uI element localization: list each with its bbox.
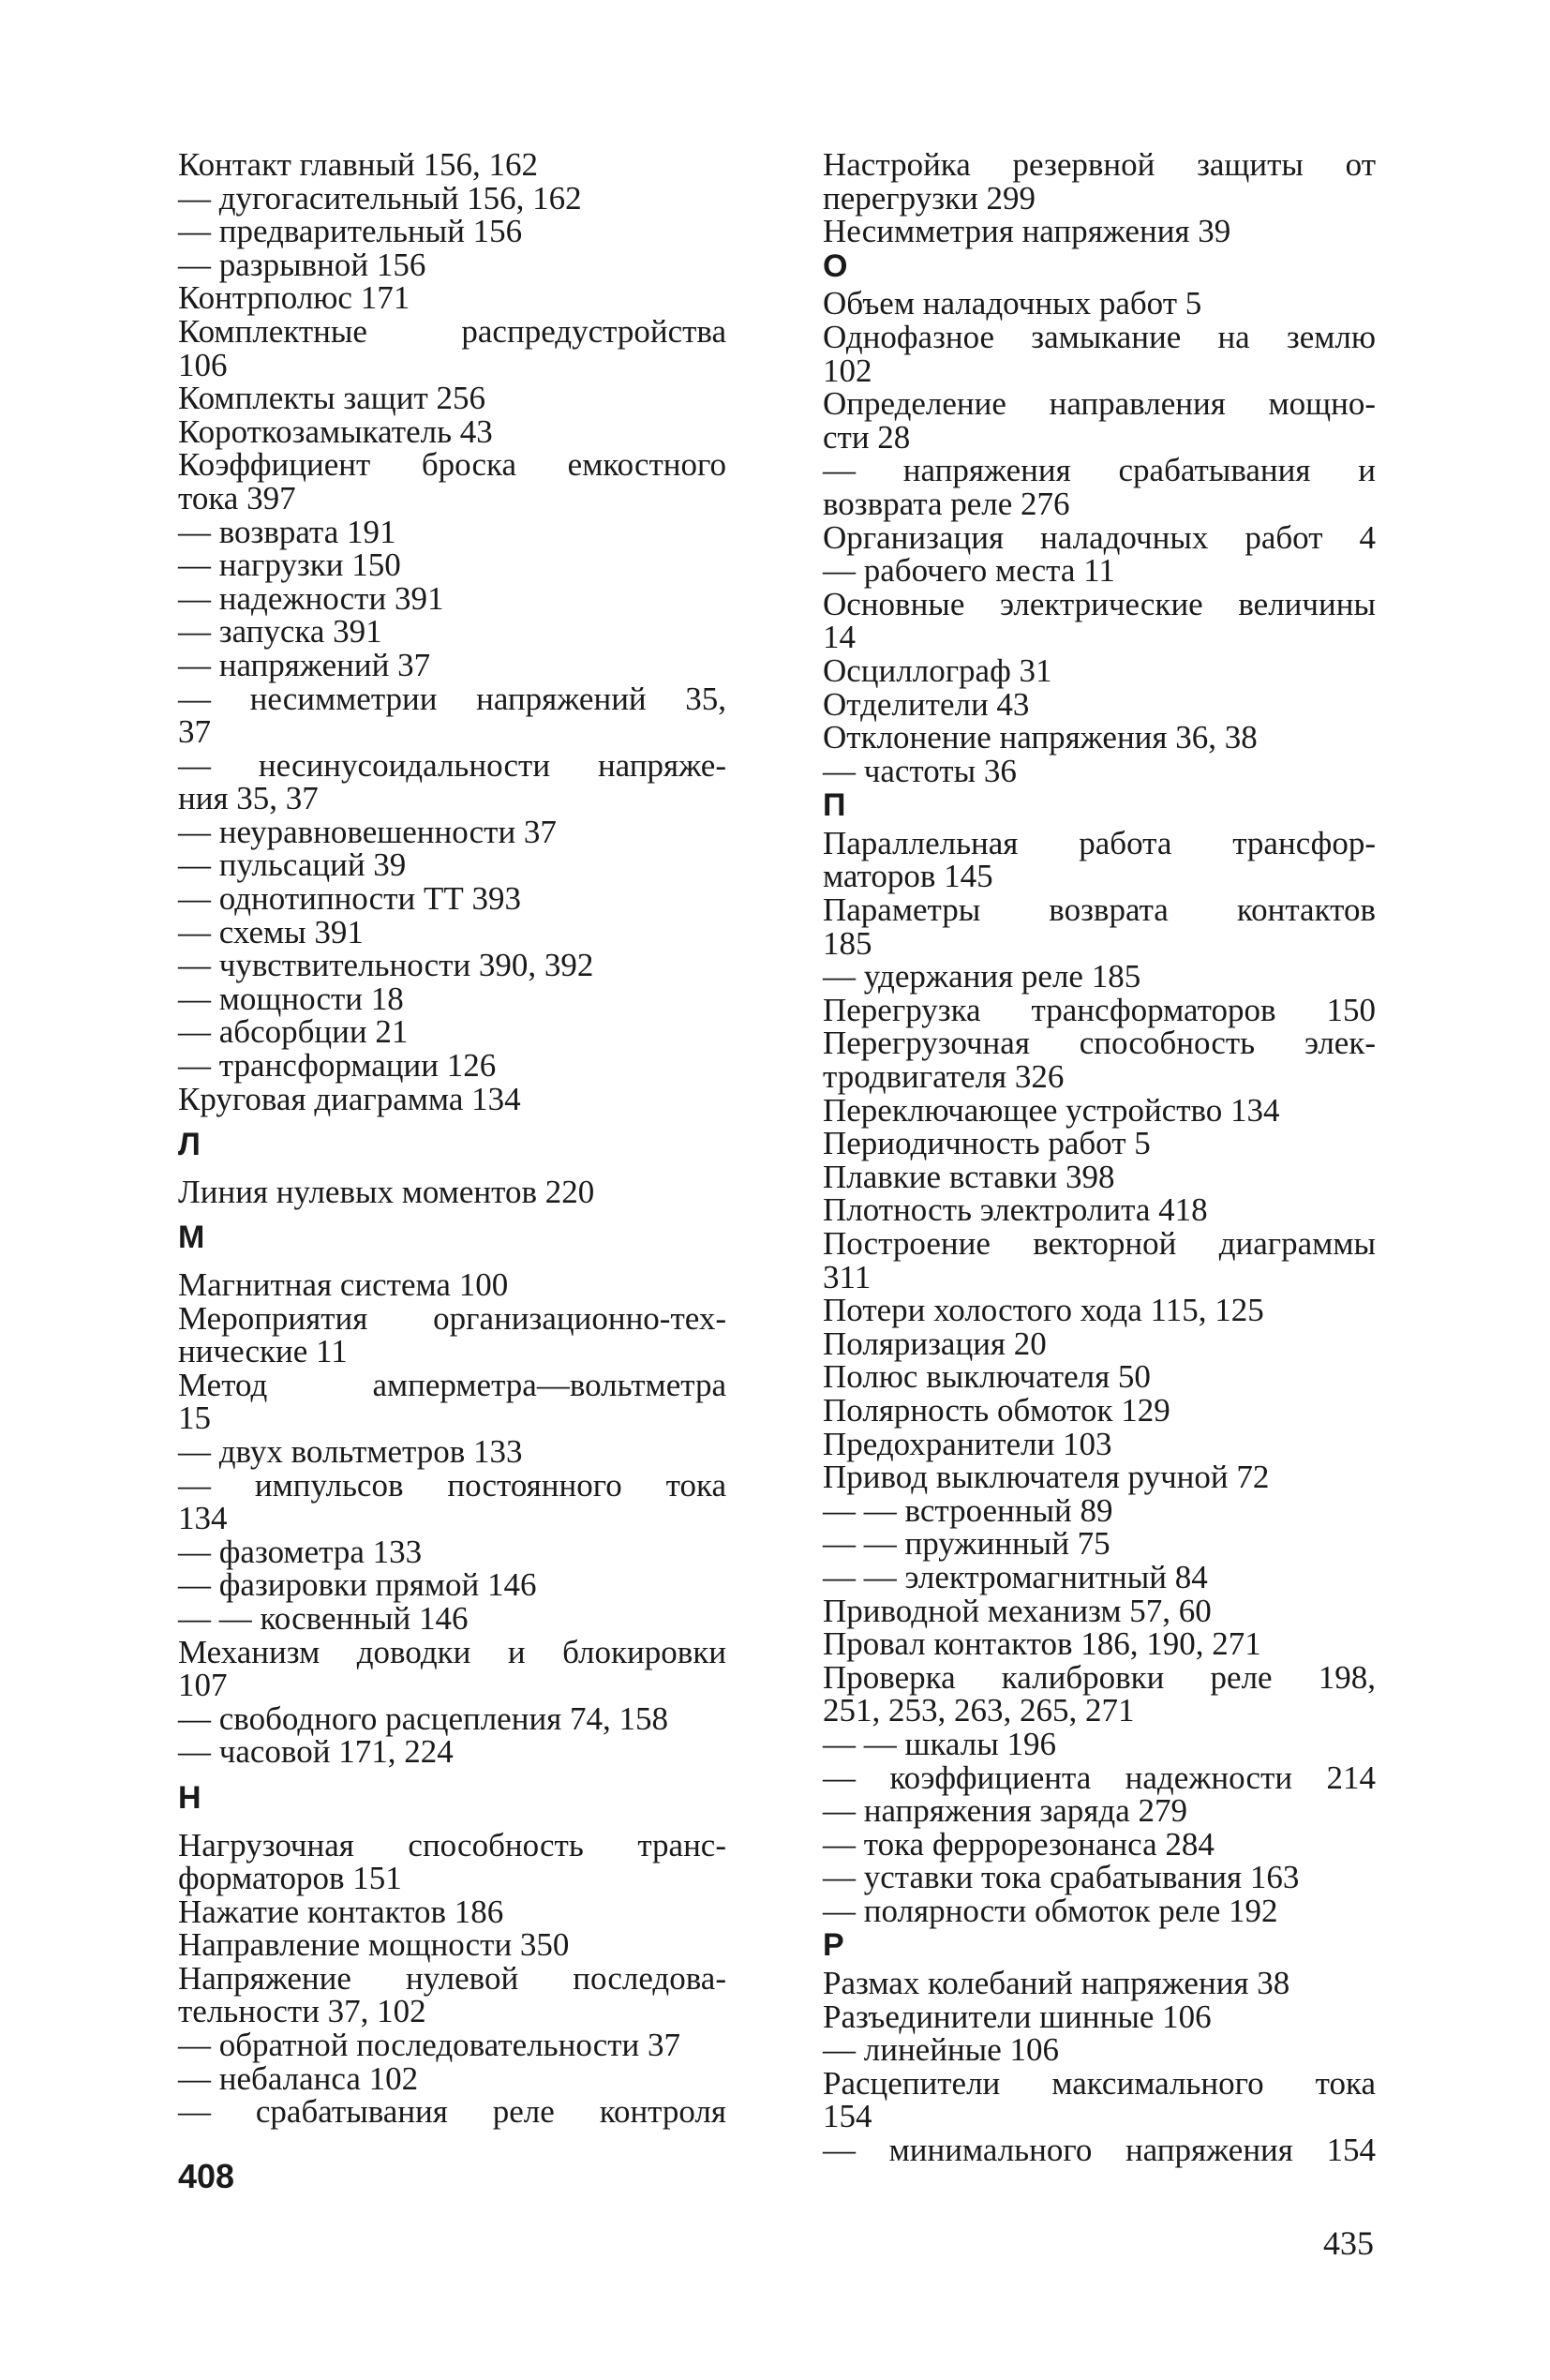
index-entry: Организация наладочных работ 4	[823, 518, 1376, 556]
index-entry: — полярности обмоток реле 192	[823, 1892, 1278, 1929]
index-entry: — однотипности ТТ 393	[178, 880, 521, 918]
page-number-right: 435	[1323, 2224, 1374, 2262]
index-entry: — минимального напряжения 154	[823, 2132, 1376, 2169]
index-entry: Переключающее устройство 134	[823, 1091, 1280, 1129]
index-entry: — схемы 391	[178, 913, 364, 951]
index-entry: Комплекты защит 256	[178, 380, 486, 417]
index-entry: возврата реле 276	[823, 485, 1070, 522]
index-column-left	[178, 148, 726, 2129]
index-entry: — запуска 391	[178, 613, 382, 651]
page-number-left: 408	[178, 2157, 235, 2195]
index-entry: тока 397	[178, 479, 296, 516]
index-entry: — пульсаций 39	[178, 846, 407, 884]
index-entry: Объем наладочных работ 5	[823, 285, 1202, 322]
section-letter: О	[823, 247, 848, 284]
index-entry: маторов 145	[823, 858, 993, 895]
index-entry: — линейные 106	[823, 2031, 1059, 2069]
index-entry: — уставки тока срабатывания 163	[823, 1859, 1300, 1896]
index-entry: — небаланса 102	[178, 2059, 419, 2097]
index-entry: — трансформации 126	[178, 1047, 497, 1085]
index-entry: Осциллограф 31	[823, 651, 1052, 689]
section-letter: Л	[178, 1127, 201, 1163]
index-entry: Определение направления мощно-	[823, 385, 1376, 423]
index-entry: Магнитная система 100	[178, 1266, 509, 1303]
index-entry: — надежности 391	[178, 579, 444, 617]
index-entry: — нагрузки 150	[178, 546, 401, 584]
index-entry: перегрузки 299	[823, 179, 1036, 217]
index-column-right	[823, 148, 1376, 2167]
index-entry: Контакт главный 156, 162	[178, 146, 539, 183]
index-entry: Приводной механизм 57, 60	[823, 1592, 1212, 1629]
index-entry: ния 35, 37	[178, 780, 319, 817]
index-entry: — часовой 171, 224	[178, 1733, 454, 1771]
index-entry: — срабатывания реле контроля	[178, 2093, 726, 2131]
index-entry: 107	[178, 1667, 228, 1704]
index-entry: Коэффициент броска емкостного	[178, 446, 726, 484]
index-entry: нические 11	[178, 1333, 348, 1370]
index-entry: Предохранители 103	[823, 1425, 1112, 1462]
index-entry: Плавкие вставки 398	[823, 1158, 1115, 1195]
index-entry: — — шкалы 196	[823, 1725, 1056, 1762]
index-entry: — — пружинный 75	[823, 1525, 1110, 1563]
index-entry: 14	[823, 619, 856, 656]
index-entry: Полюс выключателя 50	[823, 1358, 1151, 1396]
index-entry: Проверка калибровки реле 198,	[823, 1658, 1376, 1696]
index-entry: Настройка резервной защиты от	[823, 146, 1376, 183]
index-entry: — частоты 36	[823, 752, 1017, 789]
index-entry: 106	[178, 346, 228, 383]
index-entry: сти 28	[823, 418, 911, 456]
index-entry: Комплектные распредустройства	[178, 312, 726, 350]
index-entry: Потери холостого хода 115, 125	[823, 1292, 1264, 1329]
index-entry: — дугогасительный 156, 162	[178, 179, 582, 217]
index-entry: Привод выключателя ручной 72	[823, 1459, 1270, 1496]
index-entry: — напряжения заряда 279	[823, 1792, 1187, 1830]
index-entry: 134	[178, 1500, 228, 1537]
index-entry: 37	[178, 713, 211, 751]
index-entry: Несимметрия напряжения 39	[823, 213, 1231, 250]
index-entry: — обратной последовательности 37	[178, 2027, 681, 2064]
index-entry: — разрывной 156	[178, 246, 426, 283]
index-entry: — фазометра 133	[178, 1533, 423, 1570]
index-entry: Расцепители максимального тока	[823, 2064, 1376, 2102]
index-entry: тельности 37, 102	[178, 1993, 426, 2030]
index-entry: Размах колебаний напряжения 38	[823, 1965, 1290, 2002]
index-entry: Перегрузочная способность элек-	[823, 1025, 1376, 1062]
index-entry: 185	[823, 924, 872, 962]
index-entry: Полярность обмоток 129	[823, 1391, 1170, 1429]
index-entry: 251, 253, 263, 265, 271	[823, 1692, 1135, 1729]
index-entry: Линия нулевых моментов 220	[178, 1173, 595, 1210]
index-entry: — тока феррорезонанса 284	[823, 1825, 1215, 1863]
index-entry: Механизм доводки и блокировки	[178, 1633, 726, 1670]
index-entry: — предварительный 156	[178, 213, 523, 250]
index-entry: 154	[823, 2098, 872, 2135]
index-entry: Параллельная работа трансфор-	[823, 824, 1376, 861]
index-entry: — напряжения срабатывания и	[823, 452, 1376, 489]
index-entry: — несинусоидальности напряже-	[178, 746, 726, 784]
index-entry: Контрполюс 171	[178, 279, 410, 317]
index-entry: Параметры возврата контактов	[823, 891, 1376, 929]
index-entry: Нажатие контактов 186	[178, 1893, 504, 1930]
section-letter: М	[178, 1220, 205, 1256]
index-entry: Нагрузочная способность транс-	[178, 1826, 726, 1864]
index-entry: — мощности 18	[178, 980, 404, 1017]
index-entry: Отклонение напряжения 36, 38	[823, 719, 1258, 756]
index-entry: Плотность электролита 418	[823, 1191, 1208, 1229]
index-entry: Отделители 43	[823, 685, 1030, 723]
section-letter: П	[823, 787, 846, 824]
index-entry: Напряжение нулевой последова-	[178, 1959, 726, 1997]
index-entry: — несимметрии напряжений 35,	[178, 680, 726, 717]
index-entry: Круговая диаграмма 134	[178, 1080, 521, 1117]
index-entry: — неуравновешенности 37	[178, 813, 557, 850]
index-entry: тродвигателя 326	[823, 1058, 1065, 1096]
index-entry: Разъединители шинные 106	[823, 1998, 1212, 2035]
index-entry: Однофазное замыкание на землю	[823, 318, 1376, 355]
index-entry: — коэффициента надежности 214	[823, 1759, 1376, 1796]
index-entry: — — электромагнитный 84	[823, 1558, 1208, 1595]
index-entry: Метод амперметра—вольтметра	[178, 1366, 726, 1403]
index-entry: — свободного расцепления 74, 158	[178, 1699, 669, 1737]
section-letter: Р	[823, 1927, 844, 1964]
index-entry: — фазировки прямой 146	[178, 1566, 537, 1604]
index-entry: — возврата 191	[178, 513, 396, 550]
index-entry: Направление мощности 350	[178, 1926, 570, 1964]
index-entry: Основные электрические величины	[823, 585, 1376, 622]
index-entry: — абсорбции 21	[178, 1013, 409, 1051]
index-entry: — рабочего места 11	[823, 552, 1115, 590]
index-entry: — — встроенный 89	[823, 1491, 1113, 1529]
index-entry: Мероприятия организационно-тех-	[178, 1299, 726, 1337]
section-letter: Н	[178, 1779, 201, 1816]
index-entry: Поляризация 20	[823, 1325, 1047, 1362]
index-entry: 102	[823, 352, 872, 389]
index-entry: 15	[178, 1400, 211, 1437]
index-entry: 311	[823, 1258, 872, 1295]
index-entry: — напряжений 37	[178, 646, 431, 683]
index-entry: Провал контактов 186, 190, 271	[823, 1625, 1261, 1663]
index-entry: форматоров 151	[178, 1860, 402, 1897]
index-entry: — удержания реле 185	[823, 958, 1141, 995]
index-entry: — чувствительности 390, 392	[178, 947, 594, 984]
index-entry: — двух вольтметров 133	[178, 1432, 523, 1470]
index-entry: Периодичность работ 5	[823, 1125, 1151, 1162]
index-entry: Короткозамыкатель 43	[178, 412, 493, 450]
index-entry: Построение векторной диаграммы	[823, 1225, 1376, 1262]
index-entry: Перегрузка трансформаторов 150	[823, 991, 1376, 1028]
index-entry: — импульсов постоянного тока	[178, 1466, 726, 1504]
index-entry: — — косвенный 146	[178, 1599, 469, 1637]
